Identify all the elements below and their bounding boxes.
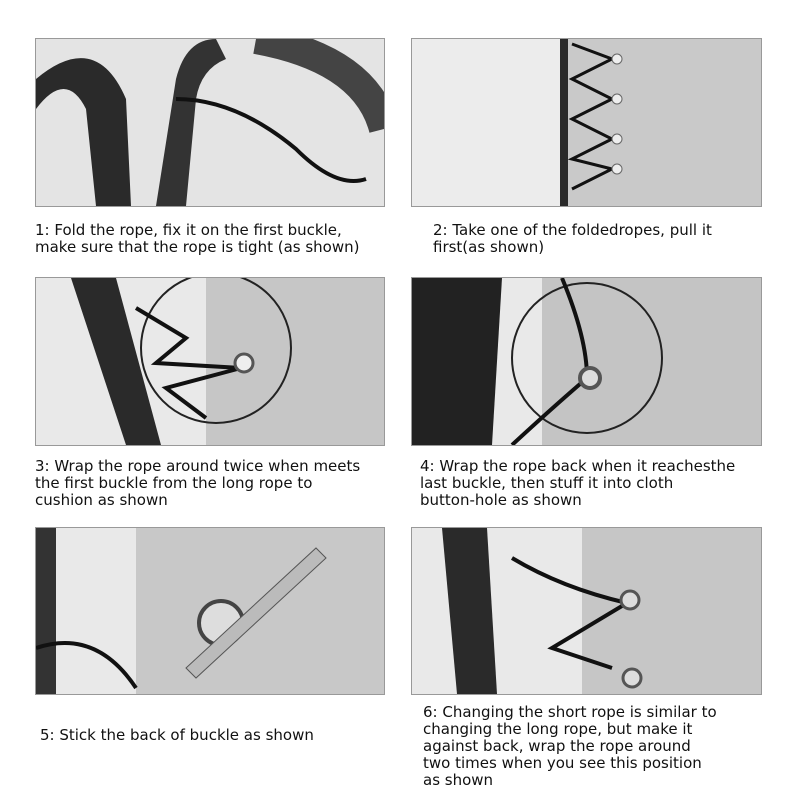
step-6-caption: 6: Changing the short rope is similar to changing the long rope, but make it against back, wrap the rope around two times when you see this position as shown (423, 703, 717, 789)
step-4-photo (411, 277, 762, 446)
step-6-photo (411, 527, 762, 695)
step-1-caption: 1: Fold the rope, fix it on the first buckle, make sure that the rope is tight (as shown) (35, 221, 360, 256)
step-3-photo (35, 277, 385, 446)
step-5-caption: 5: Stick the back of buckle as shown (40, 726, 314, 744)
step-2-caption: 2: Take one of the foldedropes, pull it first(as shown) (433, 221, 712, 256)
step-4-caption: 4: Wrap the rope back when it reachesthe last buckle, then stuff it into cloth button-hole as shown (420, 457, 736, 509)
step-1-photo (35, 38, 385, 207)
step-5-photo (35, 527, 385, 695)
step-2-photo (411, 38, 762, 207)
step-3-caption: 3: Wrap the rope around twice when meets the first buckle from the long rope to cushion as shown (35, 457, 361, 509)
